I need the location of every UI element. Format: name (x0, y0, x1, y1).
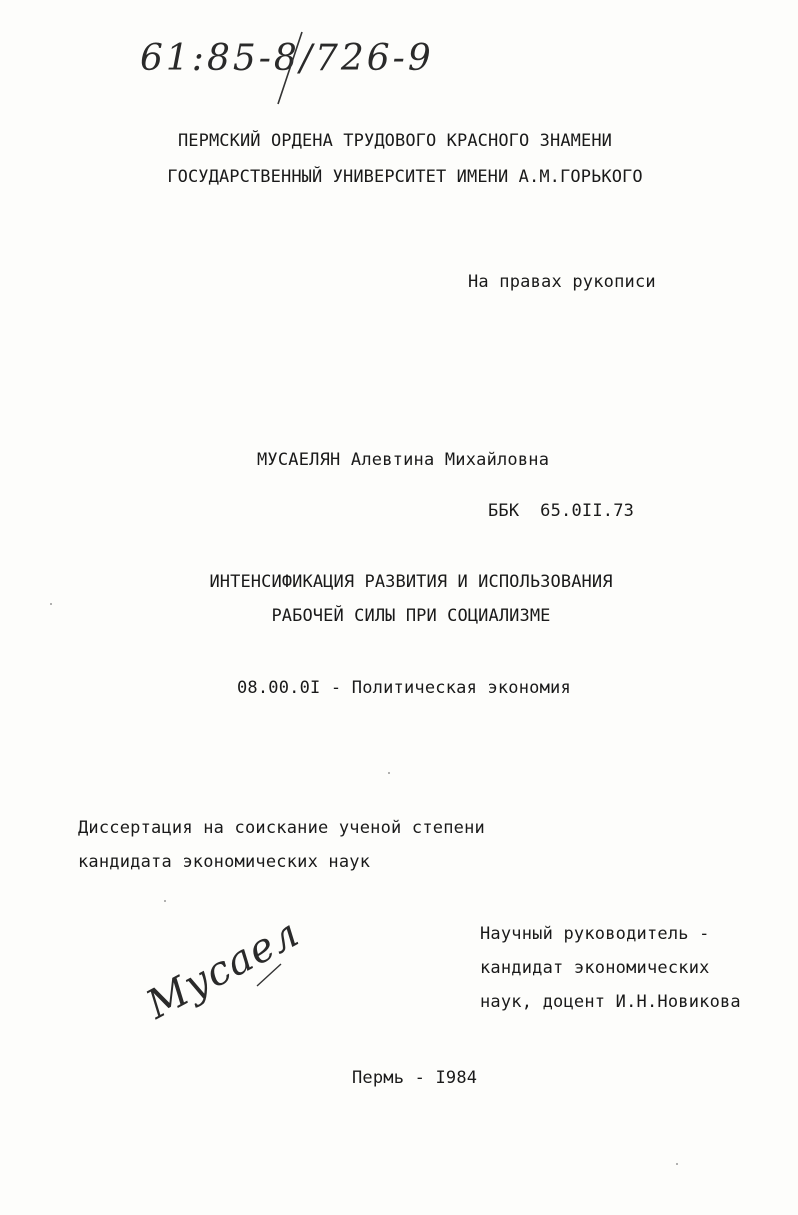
university-line-1: ПЕРМСКИЙ ОРДЕНА ТРУДОВОГО КРАСНОГО ЗНАМЕНИ (177, 131, 613, 151)
degree-line-1: Диссертация на соискание ученой степени (78, 818, 485, 838)
rights-note: На правах рукописи (468, 272, 656, 292)
signature-stroke (255, 960, 285, 990)
thesis-title-line-2: РАБОЧЕЙ СИЛЫ ПРИ СОЦИАЛИЗМЕ (271, 606, 551, 626)
thesis-title-line-1: ИНТЕНСИФИКАЦИЯ РАЗВИТИЯ И ИСПОЛЬЗОВАНИЯ (209, 572, 613, 592)
speck (50, 603, 52, 605)
supervisor-line-3: наук, доцент И.Н.Новикова (480, 992, 741, 1012)
supervisor-line-1: Научный руководитель - (480, 924, 710, 944)
degree-line-2: кандидата экономических наук (78, 852, 371, 872)
bbk-code: ББК 65.0II.73 (488, 501, 635, 521)
author-signature: Мусаел (139, 909, 307, 1029)
author-name: МУСАЕЛЯН Алевтина Михайловна (257, 450, 550, 470)
archive-slash (268, 28, 308, 108)
archive-number: 61:85-8/726-9 (140, 38, 434, 79)
university-line-2: ГОСУДАРСТВЕННЫЙ УНИВЕРСИТЕТ ИМЕНИ А.М.ГОРЬКОГО (167, 167, 643, 187)
specialty-code: 08.00.0I - Политическая экономия (237, 678, 571, 698)
speck (388, 772, 390, 774)
speck (164, 900, 166, 902)
place-year: Пермь - I984 (352, 1068, 478, 1088)
supervisor-line-2: кандидат экономических (480, 958, 710, 978)
speck (676, 1163, 678, 1165)
